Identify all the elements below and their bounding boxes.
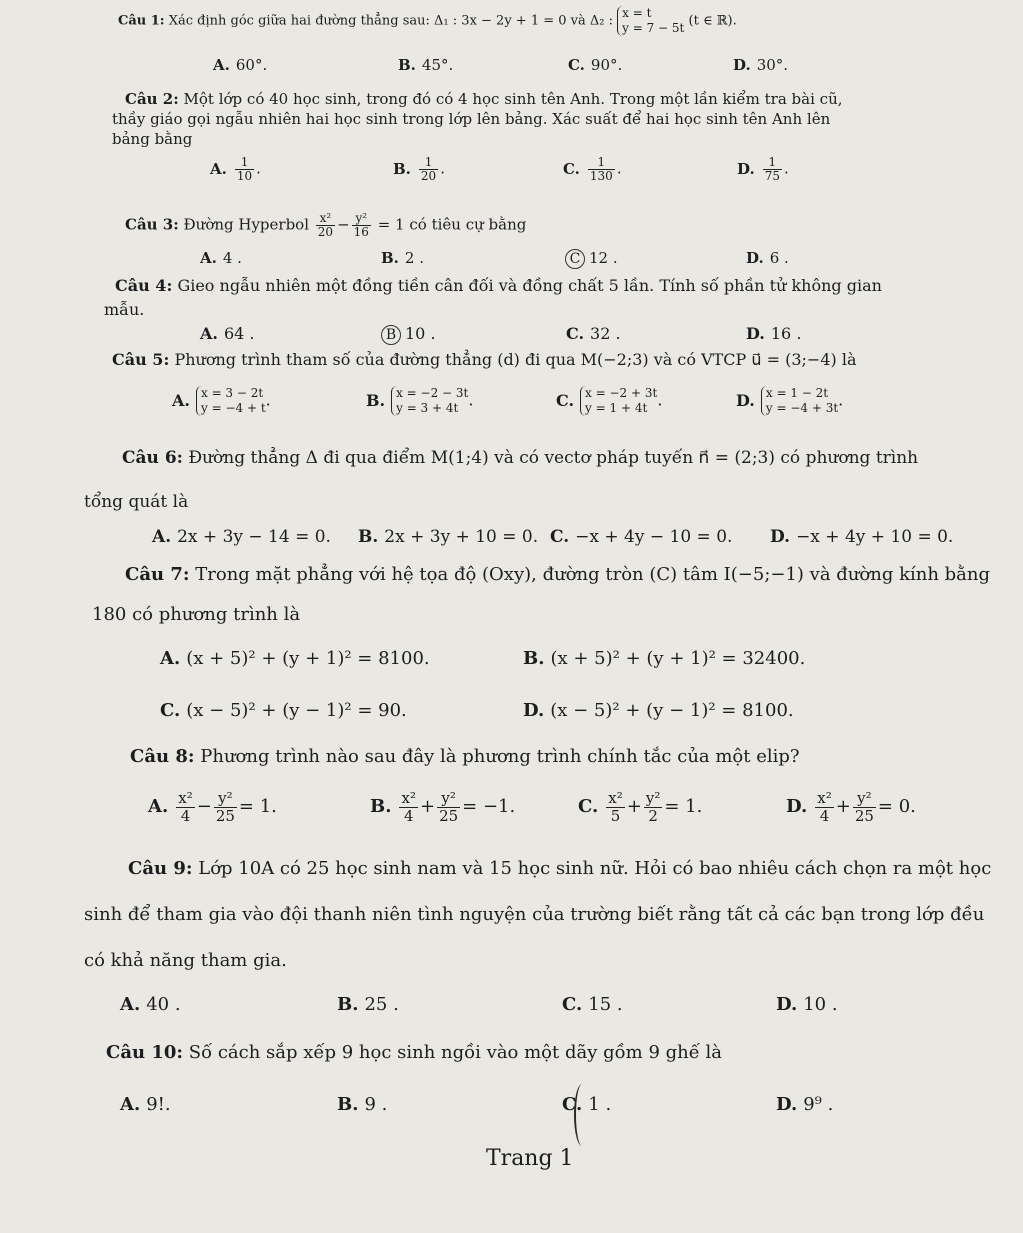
option-d[interactable] [733,56,788,74]
denominator: 4 [180,806,191,825]
y-term [644,790,663,824]
numerator: x² [608,789,623,807]
system-line: x = 3 − 2t [200,386,264,400]
option-label: D. [776,994,798,1015]
option-text: 9 . [364,1094,388,1115]
option-label: B. [366,390,386,410]
question-7-stem [125,564,990,585]
option-c[interactable]: C. x = −2 + 3t y = 1 + 4t . [556,386,663,415]
option-text: 30°. [756,56,789,74]
option-label: C. [562,994,583,1015]
numerator: x² [316,212,335,226]
question-number: Câu 10: [106,1042,184,1063]
numerator: y² [352,212,371,226]
denominator: 5 [610,806,621,825]
option-label: C. [568,56,585,74]
question-text: Số cách sắp xếp 9 học sinh ngồi vào một dãy gồm 9 ghế là [188,1042,723,1063]
option-label-circled: B [381,325,401,345]
option-label: A. [200,324,218,343]
option-text: 40 . [146,994,181,1015]
question-number: Câu 6: [122,448,183,468]
question-text: Một lớp có 40 học sinh, trong đó có 4 học sinh tên Anh. Trong một lần kiểm tra bài cũ, [183,90,843,108]
option-label: C. [160,700,181,721]
question-text: Phương trình nào sau đây là phương trình chính tắc của một elip? [200,746,800,767]
option-a[interactable] [120,1094,171,1115]
option-label-circled: C [565,249,585,269]
option-text: 15 . [588,994,623,1015]
option-label: D. [746,324,765,343]
option-b[interactable] [523,648,805,669]
question-text: Trong mặt phẳng với hệ tọa độ (Oxy), đường tròn (C) tâm I(−5;−1) và đường kính bằng [195,564,991,585]
numerator: 1 [419,156,438,170]
option-label: C. [578,796,599,817]
question-10-stem [106,1042,722,1063]
option-system [761,386,838,416]
option-b[interactable] [358,527,538,547]
numerator: 1 [763,156,782,170]
option-label: C. [562,1094,583,1115]
option-b[interactable]: B. $\frac{1}{20}$ . [393,155,445,184]
option-text: 4 . [222,249,242,267]
option-label: B. [337,1094,359,1115]
numerator: x² [817,789,832,807]
option-label: D. [736,390,755,410]
operator: + [626,796,642,817]
option-text: 45°. [421,56,454,74]
option-text: 12 . [589,249,618,267]
option-text: 2x + 3y + 10 = 0. [384,527,539,547]
option-text: −x + 4y + 10 = 0. [796,527,954,547]
numerator: 1 [235,156,254,170]
option-b[interactable] [381,249,424,267]
option-label: B. [337,994,359,1015]
option-d[interactable]: D. $\frac{1}{75}$ . [737,155,789,184]
option-label: A. [152,527,172,547]
x-term [176,790,194,824]
denominator: 25 [439,806,459,825]
question-number: Câu 9: [128,858,193,879]
denominator: 10 [236,169,253,184]
system-line: y = 7 − 5t [622,21,685,35]
option-label: C. [556,390,575,410]
question-4-stem [115,276,882,295]
x-term [815,790,833,824]
option-label: D. [733,56,751,74]
denominator: 4 [403,806,414,825]
numerator: y² [853,790,876,808]
y-term [437,790,460,824]
question-text-line: bảng bằng [112,130,193,148]
option-b[interactable] [398,56,453,74]
option-c[interactable] [562,994,623,1015]
x-term [399,790,417,824]
numerator: y² [214,790,237,808]
denominator: 2 [648,806,658,825]
option-text: −x + 4y − 10 = 0. [575,527,733,547]
option-b[interactable]: B. x = −2 − 3t y = 3 + 4t . [366,386,474,415]
option-label: A. [213,56,230,74]
option-text: 16 . [770,324,802,343]
numerator: x² [401,789,416,807]
option-a[interactable]: A. x = 3 − 2t y = −4 + t . [172,386,271,415]
option-label: B. [393,159,411,178]
system-line: x = −2 + 3t [585,386,658,400]
option-text: 25 . [364,994,399,1015]
option-c[interactable] [568,56,622,74]
option-text: 10 . [803,994,838,1015]
x-term [606,790,624,824]
equation-tail: = −1. [462,796,516,817]
option-label: A. [172,390,190,410]
y-term [853,790,876,824]
option-label: D. [523,700,545,721]
question-text: Xác định góc giữa hai đường thẳng sau: Δ₁ : 3x − 2y + 1 = 0 và Δ₂ : [168,13,613,29]
option-c[interactable] [160,700,407,721]
question-text-line: mẫu. [104,300,145,319]
option-a[interactable] [120,994,181,1015]
option-text: 60°. [235,56,268,74]
option-a[interactable] [148,790,277,824]
option-b[interactable] [381,324,436,345]
param-condition: (t ∈ ℝ). [688,13,737,29]
question-text: Đường thẳng Δ đi qua điểm M(1;4) và có vectơ pháp tuyến n⃗ = (2;3) có phương trình [188,448,919,468]
option-a[interactable]: A. $\frac{1}{10}$ . [210,155,261,184]
option-text: (x + 5)² + (y + 1)² = 32400. [550,648,806,669]
option-system [580,386,657,416]
option-b[interactable] [337,994,399,1015]
question-5-stem [112,350,857,369]
option-system [391,386,468,416]
denominator: 130 [589,169,613,184]
option-fraction [588,156,615,183]
option-d[interactable]: D. x = 1 − 2t y = −4 + 3t . [736,386,844,415]
question-text: Đường Hyperbol [183,215,310,234]
option-label: B. [358,527,379,547]
option-label: A. [210,159,227,178]
option-text: 6 . [769,249,789,267]
option-d[interactable] [770,527,953,547]
system-line: x = t [622,6,652,20]
option-c[interactable] [565,249,618,269]
option-label: D. [776,1094,798,1115]
option-d[interactable] [523,700,794,721]
denominator: 20 [317,225,334,240]
option-label: B. [398,56,416,74]
system-line: y = 1 + 4t [585,401,648,415]
question-number: Câu 7: [125,564,190,585]
question-text-line: 180 có phương trình là [92,604,301,625]
option-d[interactable] [746,324,801,343]
system-line: y = 3 + 4t [396,401,459,415]
option-label: C. [563,159,580,178]
hyperbola-y-term [352,212,371,239]
question-1-stem [118,6,737,36]
question-number: Câu 8: [130,746,195,767]
option-a[interactable] [152,527,331,547]
question-text: Lớp 10A có 25 học sinh nam và 15 học sinh nữ. Hỏi có bao nhiêu cách chọn ra một học [198,858,992,879]
option-label: B. [523,648,545,669]
equation-tail: = 1. [664,796,703,817]
question-6-stem [122,448,918,468]
option-c[interactable]: C. $\frac{1}{130}$ . [563,155,622,184]
system-line: x = −2 − 3t [396,386,469,400]
equation-tail: = 1. [238,796,277,817]
option-label: B. [381,249,399,267]
option-b[interactable] [337,1094,387,1115]
option-d[interactable] [776,994,838,1015]
option-text: (x + 5)² + (y + 1)² = 8100. [186,648,430,669]
question-text: Gieo ngẫu nhiên một đồng tiền cân đối và đồng chất 5 lần. Tính số phần tử không gian [177,276,882,295]
system-line: y = −4 + 3t [765,401,839,415]
page-footer: Trang 1 [486,1146,574,1171]
option-label: D. [786,796,808,817]
y-term [214,790,237,824]
option-label: A. [160,648,181,669]
option-d[interactable] [786,790,916,824]
hyperbola-x-term [316,212,335,239]
option-label: A. [120,1094,141,1115]
option-text: 9⁹ . [803,1094,834,1115]
option-label: C. [566,324,585,343]
question-number: Câu 5: [112,350,170,369]
denominator: 75 [764,169,780,184]
option-text: 2x + 3y − 14 = 0. [177,527,331,547]
denominator: 20 [420,169,437,184]
option-d[interactable] [746,249,789,267]
operator: − [196,796,212,817]
denominator: 16 [353,225,369,240]
option-label: C. [550,527,570,547]
system-line: x = 1 − 2t [765,386,829,400]
question-text-line: sinh để tham gia vào đội thanh niên tình nguyện của trường biết rằng tất cả các bạn trong lớp đều [84,904,985,925]
option-text: 64 . [223,324,255,343]
option-fraction [763,156,782,183]
denominator: 4 [819,806,830,825]
numerator: 1 [588,156,615,170]
option-text: 90°. [590,56,623,74]
option-a[interactable] [213,56,267,74]
option-a[interactable] [200,249,242,267]
numerator: y² [437,790,460,808]
option-label: D. [737,159,755,178]
equation-tail: = 0. [877,796,916,817]
question-text-line: thầy giáo gọi ngẫu nhiên hai học sinh trong lớp lên bảng. Xác suất để hai học sinh tên Anh lên [112,110,831,128]
option-d[interactable] [776,1094,833,1115]
option-label: D. [746,249,764,267]
option-text: 9!. [146,1094,171,1115]
pen-mark [574,1084,590,1146]
option-label: A. [120,994,141,1015]
option-text: 32 . [590,324,621,343]
option-b[interactable] [370,790,515,824]
option-text: (x − 5)² + (y − 1)² = 90. [186,700,407,721]
option-a[interactable] [160,648,430,669]
question-number: Câu 4: [115,276,173,295]
option-label: D. [770,527,791,547]
question-number: Câu 2: [125,90,179,108]
option-c[interactable] [550,527,732,547]
question-2-stem [125,90,843,108]
operator: + [835,796,851,817]
option-a[interactable] [200,324,255,343]
question-9-stem [128,858,991,879]
denominator: 25 [215,806,235,825]
question-number: Câu 3: [125,215,179,234]
option-fraction [419,156,438,183]
denominator: 25 [854,806,874,825]
option-label: B. [370,796,392,817]
param-system [617,6,684,36]
question-text-line: có khả năng tham gia. [84,950,287,971]
option-label: A. [148,796,169,817]
option-fraction [235,156,254,183]
option-label: A. [200,249,217,267]
option-c[interactable] [578,790,702,824]
option-text: 10 . [405,324,436,343]
option-system [196,386,266,416]
numerator: x² [178,789,193,807]
question-text-tail: = 1 có tiêu cự bằng [377,215,527,234]
question-3-stem: Câu 3: Đường Hyperbol $\frac{\text{x²}}{20}$ − $\frac{\text{y²}}{16}$ = 1 có tiêu cự bằng [125,211,527,240]
question-8-stem [130,746,800,767]
option-text: 2 . [404,249,424,267]
question-text-line: tổng quát là [84,492,189,512]
option-text: 1 . [588,1094,612,1115]
option-c[interactable] [566,324,621,343]
option-text: (x − 5)² + (y − 1)² = 8100. [550,700,794,721]
system-line: y = −4 + t [200,401,266,415]
numerator: y² [645,789,661,807]
question-number: Câu 1: [118,13,165,29]
operator: + [419,796,436,817]
question-text: Phương trình tham số của đường thẳng (d) đi qua M(−2;3) và có VTCP u⃗ = (3;−4) là [174,350,857,369]
